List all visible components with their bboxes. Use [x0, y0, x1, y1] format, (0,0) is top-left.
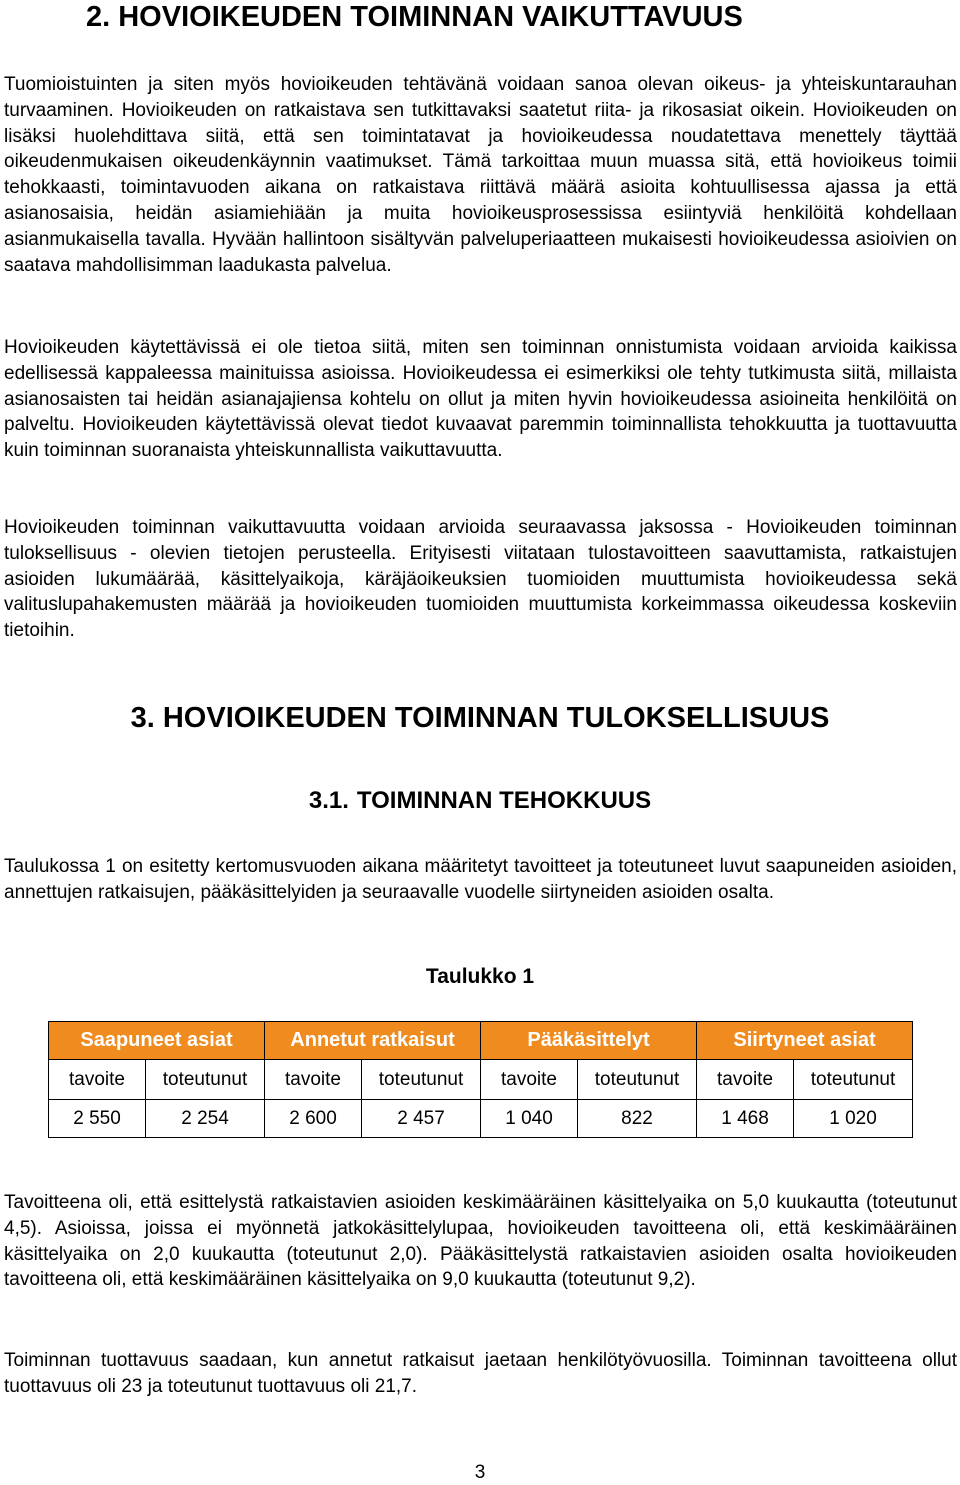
results-table [48, 1021, 913, 1138]
table-value-cell: 1 040 [481, 1100, 578, 1138]
section-3-heading: 3. HOVIOIKEUDEN TOIMINNAN TULOKSELLISUUS [130, 702, 830, 734]
page-number: 3 [474, 1462, 486, 1483]
table-header-row [49, 1022, 913, 1060]
table-value-cell: 2 457 [362, 1100, 481, 1138]
table-subheader-cell: tavoite [49, 1060, 146, 1100]
table-subheader-cell: tavoite [265, 1060, 362, 1100]
section-2-paragraph-3: Hovioikeuden toiminnan vaikuttavuutta voidaan arvioida seuraavassa jaksossa - Hovioikeuden toiminnan tuloksellisuus - olevien tietojen perusteella. Erityisesti viitataan tulostavoitteen saavuttamista, ratkaistujen asioiden lukumäärää, käsittelyaikoja, käräjäoikeuksien tuomioiden muuttumista hovioikeudessa sekä valituslupahakemusten määrää ja hovioikeuden tuomioiden muuttumista korkeimmassa oikeudessa koskeviin tietoihin. [4, 517, 957, 642]
table-group-header: Annetut ratkaisut [265, 1022, 481, 1060]
table-subheader-cell: toteutunut [578, 1060, 697, 1100]
subsection-title: TOIMINNAN TEHOKKUUS [356, 787, 652, 814]
table-caption: Taulukko 1 [425, 965, 535, 988]
section-3-paragraph-1: Taulukossa 1 on esitetty kertomusvuoden aikana määritetyt tavoitteet ja toteutuneet luvut saapuneiden asioiden, annettujen ratkaisujen, pääkäsittelyiden ja seuraavalle vuodelle siirtyneiden asioiden osalta. [4, 856, 957, 903]
table-group-header: Pääkäsittelyt [481, 1022, 697, 1060]
table-subheader-cell: toteutunut [362, 1060, 481, 1100]
section-3-paragraph-3: Toiminnan tuottavuus saadaan, kun annetut ratkaisut jaetaan henkilötyövuosilla. Toiminnan tavoitteena ollut tuottavuus oli 23 ja toteutunut tuottavuus oli 21,7. [4, 1350, 957, 1397]
table-value-cell: 2 550 [49, 1100, 146, 1138]
table-value-cell: 822 [578, 1100, 697, 1138]
table-value-cell: 2 254 [146, 1100, 265, 1138]
table-group-header: Siirtyneet asiat [697, 1022, 913, 1060]
table-subheader-cell: toteutunut [794, 1060, 913, 1100]
table-value-cell: 1 468 [697, 1100, 794, 1138]
section-2-heading: 2. HOVIOIKEUDEN TOIMINNAN VAIKUTTAVUUS [86, 1, 743, 33]
table-subheader-cell: toteutunut [146, 1060, 265, 1100]
table-row [49, 1100, 913, 1138]
table-group-header: Saapuneet asiat [49, 1022, 265, 1060]
section-3-paragraph-2: Tavoitteena oli, että esittelystä ratkaistavien asioiden keskimääräinen käsittelyaika on 5,0 kuukautta (toteutunut 4,5). Asioissa, joissa ei myönnetä jatkokäsittelylupaa, hovioikeuden tavoitteena oli, että keskimääräinen käsittelyaika on 2,0 kuukautta (toteutunut 2,0). Pääkäsittelystä ratkaistavien asioiden osalta hovioikeuden tavoitteena oli, että keskimääräinen käsittelyaika on 9,0 kuukautta (toteutunut 9,2). [4, 1192, 957, 1291]
table-subheader-cell: tavoite [697, 1060, 794, 1100]
table-subheader-row [49, 1060, 913, 1100]
table-subheader-cell: tavoite [481, 1060, 578, 1100]
subsection-number: 3.1. [308, 787, 349, 814]
table-value-cell: 2 600 [265, 1100, 362, 1138]
subsection-heading [0, 786, 960, 816]
section-2-paragraph-1: Tuomioistuinten ja siten myös hovioikeuden tehtävänä voidaan sanoa olevan oikeus- ja yhteiskuntarauhan turvaaminen. Hovioikeuden on ratkaistava sen tutkittavaksi saatetut riita- ja rikosasiat oikein. Hovioikeuden on lisäksi huolehdittava siitä, että sen toimintatavat ja hovioikeudessa noudatettava menettely täyttää oikeudenmukaisen oikeudenkäynnin vaatimukset. Tämä tarkoittaa muun muassa sitä, että hovioikeus toimii tehokkaasti, toimintavuoden aikana on ratkaistava riittävä määrä asioita kohtuullisessa ajassa ja että asianosaisia, heidän asiamiehiään ja muita hovioikeusprosessissa esiintyviä henkilöitä kohdellaan asianmukaisella tavalla. Hyvään hallintoon sisältyvän palveluperiaatteen mukaisesti hovioikeudessa asioivien on saatava mahdollisimman laadukasta palvelua. [4, 74, 957, 276]
section-2-paragraph-2: Hovioikeuden käytettävissä ei ole tietoa siitä, miten sen toiminnan onnistumista voidaan arvioida kaikissa edellisessä kappaleessa mainituissa asioissa. Hovioikeudessa ei esimerkiksi ole tehty tutkimusta siitä, millaista asianosaisten tai heidän asianajajiensa kohtelu on ollut ja miten hyvin hovioikeudessa asioineita henkilöitä on palveltu. Hovioikeuden käytettävissä olevat tiedot kuvaavat paremmin toiminnallista tehokkuutta ja tuottavuutta kuin toiminnan suoranaista yhteiskunnallista vaikuttavuutta. [4, 337, 957, 462]
table-value-cell: 1 020 [794, 1100, 913, 1138]
